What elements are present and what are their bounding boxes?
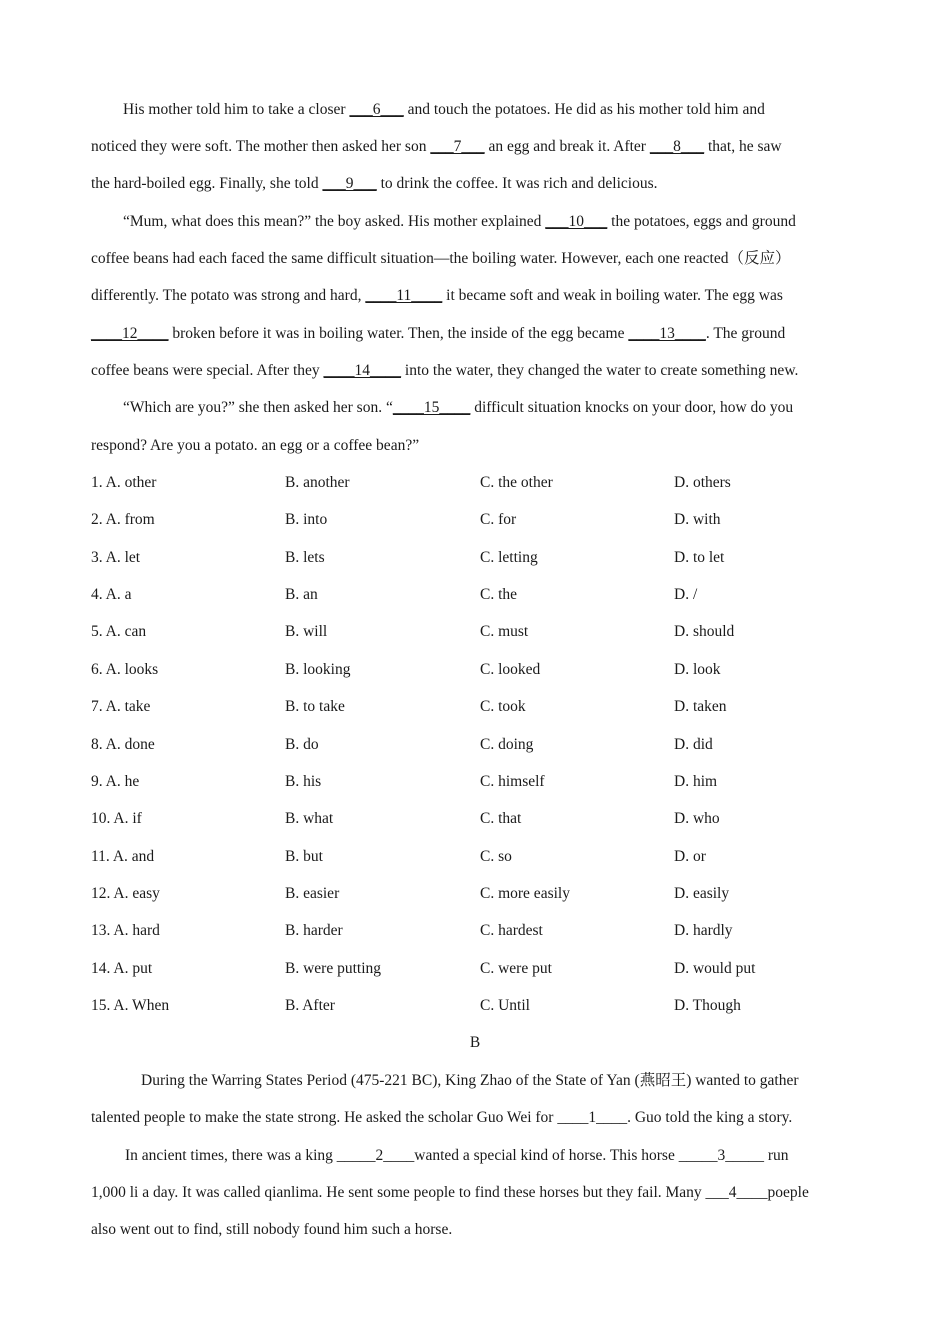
option-4-c: C. the: [480, 586, 518, 603]
blank-11: ____11____: [365, 287, 443, 304]
option-13-d: D. hardly: [674, 922, 733, 939]
option-14-a: 14. A. put: [91, 960, 153, 977]
option-9-a: 9. A. he: [91, 773, 140, 790]
option-9-d: D. him: [674, 773, 718, 790]
blank-14: ____14____: [323, 362, 402, 379]
blank-10: ___10___: [545, 213, 608, 230]
passage-line-6: differently. The potato was strong and hard, ____11____ it became soft and weak in boiling water. The egg was: [91, 287, 783, 304]
option-5-b: B. will: [285, 623, 328, 640]
option-9-c: C. himself: [480, 773, 545, 790]
option-3-b: B. lets: [285, 549, 325, 566]
passage-line-4: “Mum, what does this mean?” the boy asked. His mother explained ___10___ the potatoes, eggs and ground: [123, 213, 796, 230]
blank-7: ___7___: [430, 138, 485, 155]
option-15-d: D. Though: [674, 997, 741, 1014]
option-10-c: C. that: [480, 810, 522, 827]
option-6-d: D. look: [674, 661, 721, 678]
option-15-c: C. Until: [480, 997, 530, 1014]
option-15-a: 15. A. When: [91, 997, 170, 1014]
section-b-line-4: 1,000 li a day. It was called qianlima. He sent some people to find these horses but they fail. Many ___4____poeple: [91, 1184, 809, 1201]
passage-line-2: noticed they were soft. The mother then asked her son ___7___ an egg and break it. After ___8___ that, he saw: [91, 138, 782, 155]
option-3-a: 3. A. let: [91, 549, 141, 566]
option-2-d: D. with: [674, 511, 721, 528]
section-b-line-2: talented people to make the state strong. He asked the scholar Guo Wei for ____1____. Guo told the king a story.: [91, 1109, 793, 1126]
option-1-a: 1. A. other: [91, 474, 157, 491]
option-6-b: B. looking: [285, 661, 351, 678]
option-12-c: C. more easily: [480, 885, 570, 902]
option-14-d: D. would put: [674, 960, 756, 977]
option-5-a: 5. A. can: [91, 623, 147, 640]
option-14-c: C. were put: [480, 960, 552, 977]
option-4-b: B. an: [285, 586, 318, 603]
option-4-d: D. /: [674, 586, 698, 603]
option-10-b: B. what: [285, 810, 334, 827]
option-3-c: C. letting: [480, 549, 538, 566]
option-10-a: 10. A. if: [91, 810, 142, 827]
passage-line-8: coffee beans were special. After they ____14____ into the water, they changed the water to create something new.: [91, 362, 799, 379]
option-8-a: 8. A. done: [91, 736, 155, 753]
option-7-a: 7. A. take: [91, 698, 151, 715]
option-5-c: C. must: [480, 623, 529, 640]
blank-9: ___9___: [322, 175, 377, 192]
option-1-c: C. the other: [480, 474, 553, 491]
option-2-a: 2. A. from: [91, 511, 155, 528]
passage-line-3: the hard-boiled egg. Finally, she told ___9___ to drink the coffee. It was rich and delicious.: [91, 175, 658, 192]
option-7-b: B. to take: [285, 698, 345, 715]
blank-6: ___6___: [349, 101, 404, 118]
option-12-d: D. easily: [674, 885, 730, 902]
passage-line-10: respond? Are you a potato. an egg or a coffee bean?”: [91, 437, 420, 454]
passage-line-5: coffee beans had each faced the same difficult situation—the boiling water. However, each one reacted（反应）: [91, 250, 791, 267]
option-12-a: 12. A. easy: [91, 885, 160, 902]
option-15-b: B. After: [285, 997, 335, 1014]
option-11-c: C. so: [480, 848, 512, 865]
section-b-line-1: During the Warring States Period (475-221 BC), King Zhao of the State of Yan (燕昭王) wanted to gather: [141, 1072, 799, 1089]
option-3-d: D. to let: [674, 549, 725, 566]
option-6-c: C. looked: [480, 661, 541, 678]
option-7-d: D. taken: [674, 698, 727, 715]
option-8-c: C. doing: [480, 736, 534, 753]
option-12-b: B. easier: [285, 885, 340, 902]
option-1-d: D. others: [674, 474, 731, 491]
blank-15: ____15____: [392, 399, 471, 416]
section-b-line-3: In ancient times, there was a king _____2____wanted a special kind of horse. This horse _____3_____ run: [125, 1147, 789, 1164]
option-10-d: D. who: [674, 810, 720, 827]
passage-line-1: His mother told him to take a closer ___6___ and touch the potatoes. He did as his mother told him and: [123, 101, 765, 118]
option-1-b: B. another: [285, 474, 350, 491]
option-2-c: C. for: [480, 511, 517, 528]
option-13-c: C. hardest: [480, 922, 543, 939]
blank-12: ____12____: [91, 325, 169, 342]
section-b-heading: B: [469, 1034, 481, 1051]
option-4-a: 4. A. a: [91, 586, 132, 603]
option-14-b: B. were putting: [285, 960, 381, 977]
option-2-b: B. into: [285, 511, 328, 528]
option-6-a: 6. A. looks: [91, 661, 159, 678]
section-b-line-5: also went out to find, still nobody found him such a horse.: [91, 1221, 453, 1238]
option-8-b: B. do: [285, 736, 319, 753]
option-11-b: B. but: [285, 848, 323, 865]
option-11-a: 11. A. and: [91, 848, 155, 865]
option-7-c: C. took: [480, 698, 526, 715]
option-13-a: 13. A. hard: [91, 922, 160, 939]
passage-line-9: “Which are you?” she then asked her son. “____15____ difficult situation knocks on your door, how do you: [123, 399, 794, 416]
option-11-d: D. or: [674, 848, 706, 865]
blank-8: ___8___: [649, 138, 705, 155]
option-8-d: D. did: [674, 736, 713, 753]
passage-line-7: ____12____ broken before it was in boiling water. Then, the inside of the egg became ____13____. The ground: [91, 325, 786, 342]
option-13-b: B. harder: [285, 922, 343, 939]
option-9-b: B. his: [285, 773, 322, 790]
option-5-d: D. should: [674, 623, 735, 640]
blank-13: ____13____: [628, 325, 706, 342]
